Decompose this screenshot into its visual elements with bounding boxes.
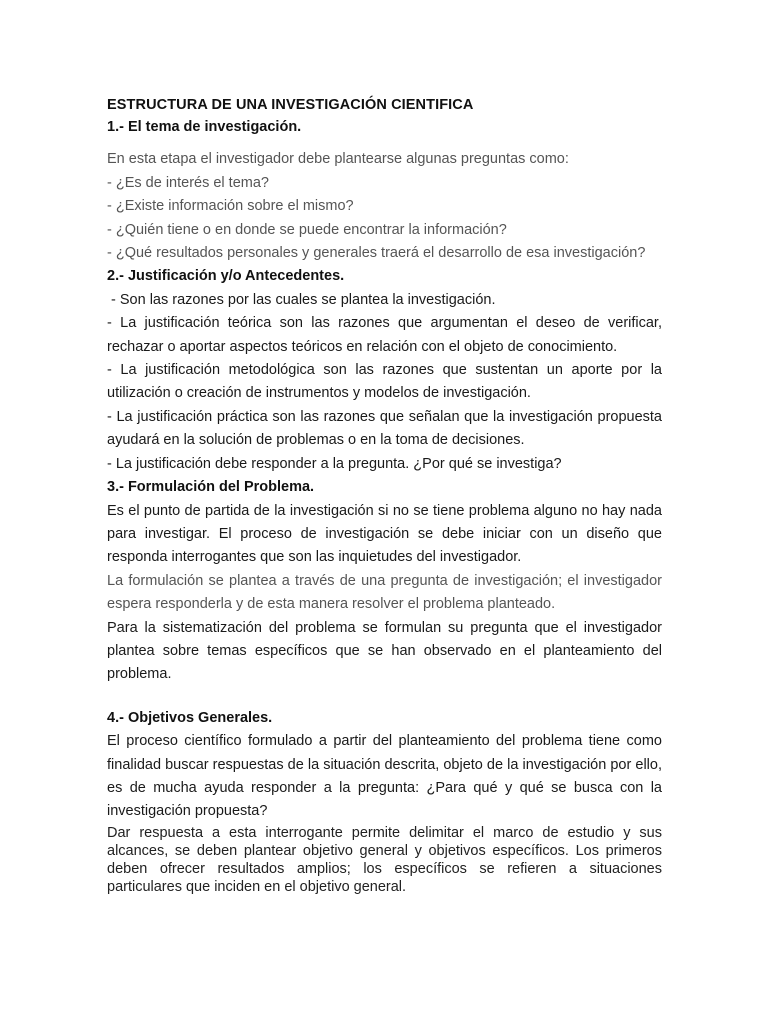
section-4-paragraph: Dar respuesta a esta interrogante permite delimitar el marco de estudio y sus alcances, se deben plantear objetivo general y objetivos específicos. Los primeros deben ofrecer resultados amplios; los específicos se refieren a situaciones particulares que inciden en el objetivo general. <box>107 824 662 895</box>
section-2-item: - Son las razones por las cuales se plantea la investigación. <box>107 291 496 308</box>
spacer <box>107 687 662 707</box>
section-2-item: - La justificación metodológica son las razones que sustentan un aporte por la utilización o creación de instrumentos y modelos de investigación. <box>107 362 662 402</box>
section-4-heading: 4.- Objetivos Generales. <box>107 709 273 726</box>
section-3-paragraph: La formulación se plantea a través de una pregunta de investigación; el investigador espera responderla y de esta manera resolver el problema planteado. <box>107 572 662 613</box>
section-2-item: - La justificación debe responder a la pregunta. ¿Por qué se investiga? <box>107 455 562 472</box>
section-3-paragraph: Es el punto de partida de la investigación si no se tiene problema alguno no hay nada para investigar. El proceso de investigación se debe iniciar con un diseño que responda interrogantes que son las inquietudes del investigador. <box>107 502 662 566</box>
section-4-paragraph: El proceso científico formulado a partir del planteamiento del problema tiene como finalidad buscar respuestas de la situación descrita, objeto de la investigación por ello, es de mucha ayuda responder a la pregunta: ¿Para qué y qué se busca con la investigación propuesta? <box>107 733 662 820</box>
section-1-heading: 1.- El tema de investigación. <box>107 119 302 135</box>
section-1-item: - ¿Es de interés el tema? <box>107 174 269 191</box>
document-title: ESTRUCTURA DE UNA INVESTIGACIÓN CIENTIFICA <box>107 97 474 113</box>
section-1-item: - ¿Quién tiene o en donde se puede encontrar la información? <box>107 221 507 238</box>
section-3-paragraph: Para la sistematización del problema se formulan su pregunta que el investigador plantea sobre temas específicos que se han observado en el planteamiento del problema. <box>107 619 662 683</box>
section-1-item: - ¿Existe información sobre el mismo? <box>107 198 354 215</box>
section-2-item: - La justificación práctica son las razones que señalan que la investigación propuesta ayudará en la solución de problemas o en la toma de decisiones. <box>107 408 662 449</box>
section-3-heading: 3.- Formulación del Problema. <box>107 479 315 496</box>
section-1-intro: En esta etapa el investigador debe plantearse algunas preguntas como: <box>107 151 569 168</box>
section-1-item: - ¿Qué resultados personales y generales traerá el desarrollo de esa investigación? <box>107 245 646 262</box>
spacer <box>107 139 662 148</box>
section-2-item: - La justificación teórica son las razones que argumentan el deseo de verificar, rechazar o aportar aspectos teóricos en relación con el objeto de conocimiento. <box>107 315 662 355</box>
section-2-heading: 2.- Justificación y/o Antecedentes. <box>107 268 345 285</box>
